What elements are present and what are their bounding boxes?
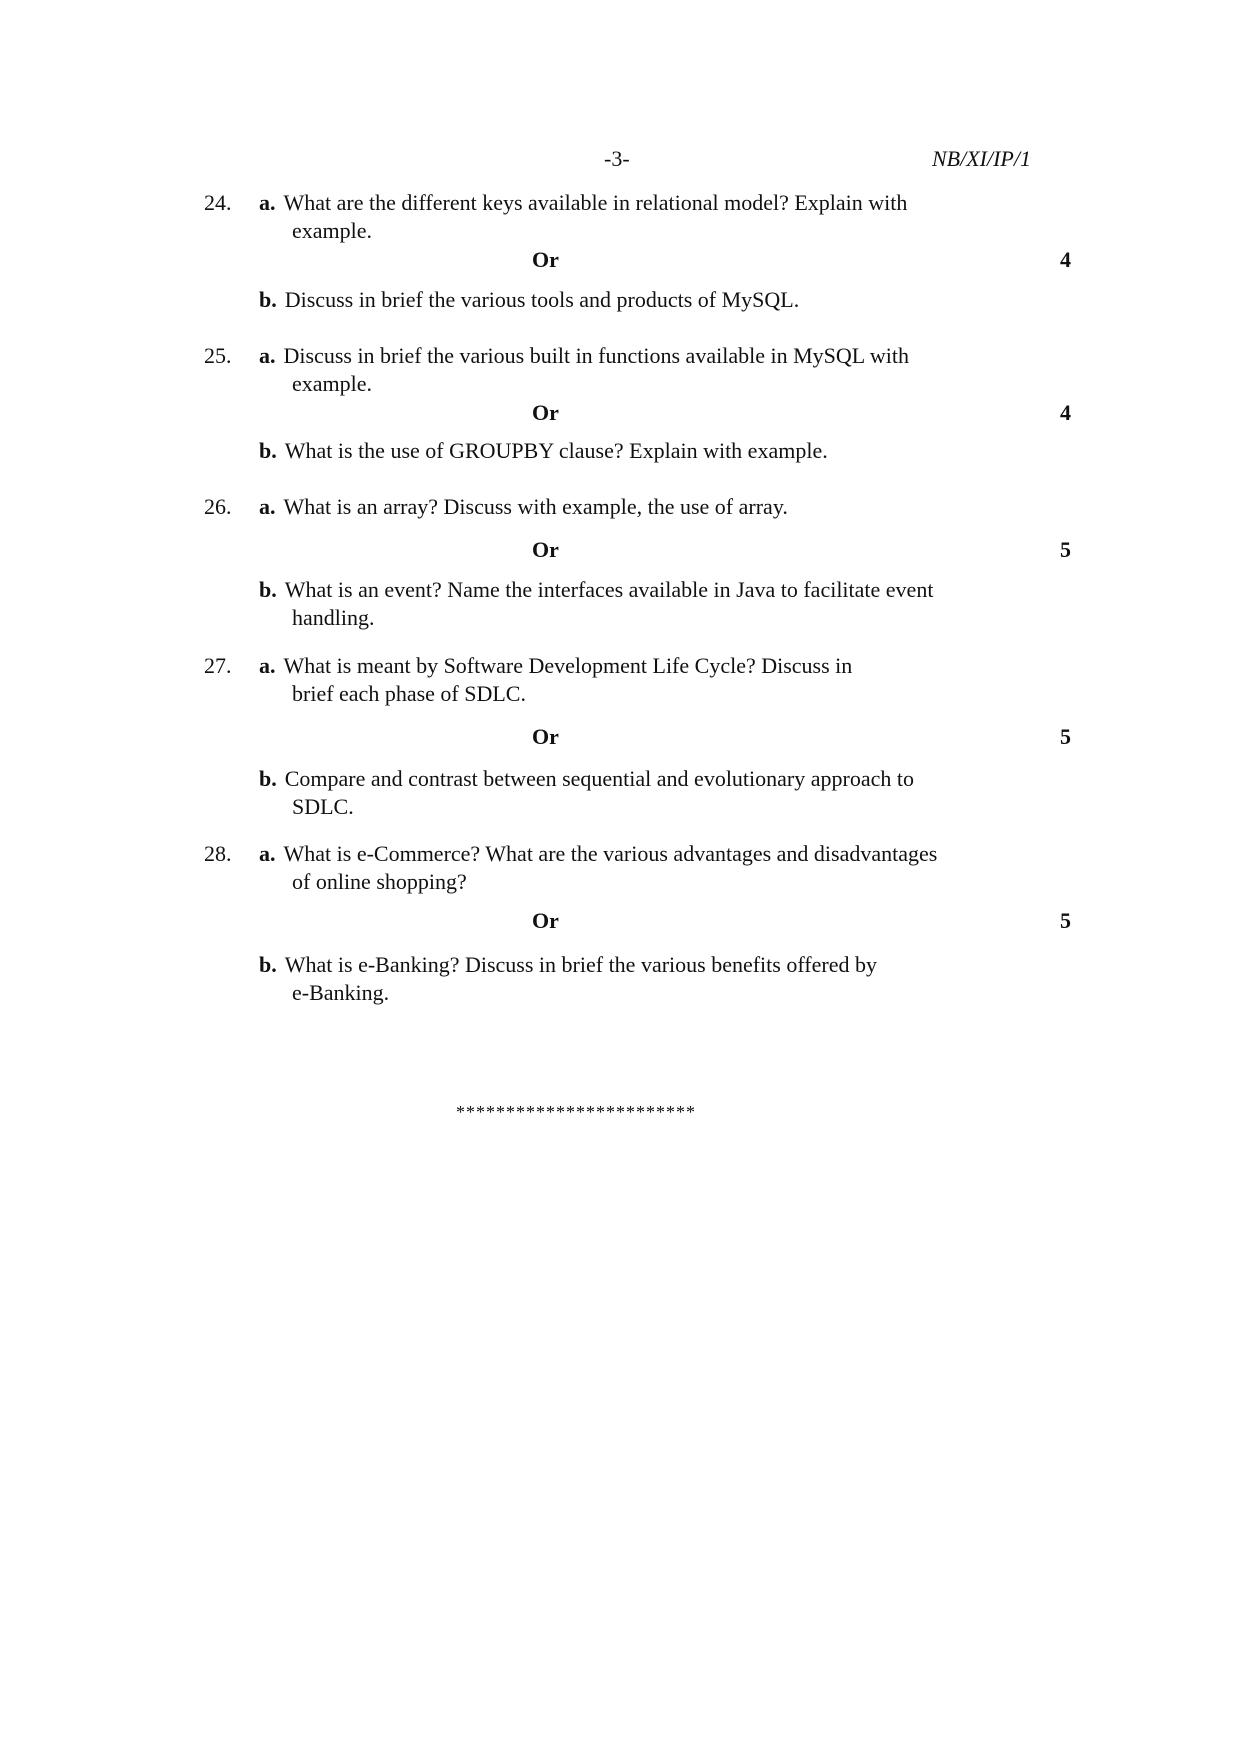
- marks: 5: [1060, 537, 1071, 562]
- option-text: What is an array? Discuss with example, the use of array.: [283, 494, 788, 519]
- option-text: What is the use of GROUPBY clause? Explain with example.: [284, 438, 828, 463]
- end-of-paper-marker: ************************: [456, 1102, 696, 1122]
- option-b: [259, 765, 914, 793]
- question-number: 26.: [204, 494, 232, 519]
- option-letter: b.: [259, 952, 277, 977]
- option-text-continued: of online shopping?: [292, 869, 467, 894]
- option-text: What is meant by Software Development Life Cycle? Discuss in: [283, 653, 853, 678]
- or-label: Or: [532, 537, 559, 562]
- option-letter: a.: [259, 343, 276, 368]
- question-number: 27.: [204, 653, 232, 678]
- option-text: Discuss in brief the various built in functions available in MySQL with: [283, 343, 909, 368]
- option-text: What are the different keys available in relational model? Explain with: [283, 190, 908, 215]
- marks: 5: [1060, 724, 1071, 749]
- option-b: [259, 286, 799, 314]
- or-label: Or: [532, 724, 559, 749]
- question-number: 28.: [204, 841, 232, 866]
- marks: 4: [1060, 247, 1071, 272]
- option-letter: b.: [259, 438, 277, 463]
- option-text-continued: handling.: [292, 605, 375, 630]
- option-text-continued: SDLC.: [292, 794, 354, 819]
- or-label: Or: [532, 247, 559, 272]
- option-text: Compare and contrast between sequential and evolutionary approach to: [284, 766, 914, 791]
- option-text: Discuss in brief the various tools and products of MySQL.: [284, 287, 800, 312]
- question-number: 24.: [204, 190, 232, 215]
- option-text: What is an event? Name the interfaces available in Java to facilitate event: [284, 577, 934, 602]
- option-b: [259, 576, 933, 604]
- option-a: [259, 493, 788, 521]
- question-number: 25.: [204, 343, 232, 368]
- document-code: NB/XI/IP/1: [932, 146, 1031, 171]
- or-label: Or: [532, 908, 559, 933]
- option-letter: b.: [259, 287, 277, 312]
- or-label: Or: [532, 400, 559, 425]
- option-text-continued: e-Banking.: [292, 980, 390, 1005]
- option-letter: b.: [259, 577, 277, 602]
- option-a: [259, 652, 852, 680]
- option-text-continued: example.: [292, 371, 373, 396]
- option-text: What is e-Banking? Discuss in brief the various benefits offered by: [284, 952, 877, 977]
- option-letter: a.: [259, 841, 276, 866]
- option-letter: a.: [259, 653, 276, 678]
- marks: 5: [1060, 908, 1071, 933]
- option-b: [259, 437, 828, 465]
- option-a: [259, 189, 907, 217]
- page-number: -3-: [604, 146, 630, 171]
- option-a: [259, 342, 909, 370]
- option-text-continued: brief each phase of SDLC.: [292, 681, 526, 706]
- option-letter: b.: [259, 766, 277, 791]
- option-text: What is e-Commerce? What are the various advantages and disadvantages: [283, 841, 938, 866]
- marks: 4: [1060, 400, 1071, 425]
- option-letter: a.: [259, 190, 276, 215]
- option-a: [259, 840, 937, 868]
- option-letter: a.: [259, 494, 276, 519]
- option-text-continued: example.: [292, 218, 373, 243]
- option-b: [259, 951, 877, 979]
